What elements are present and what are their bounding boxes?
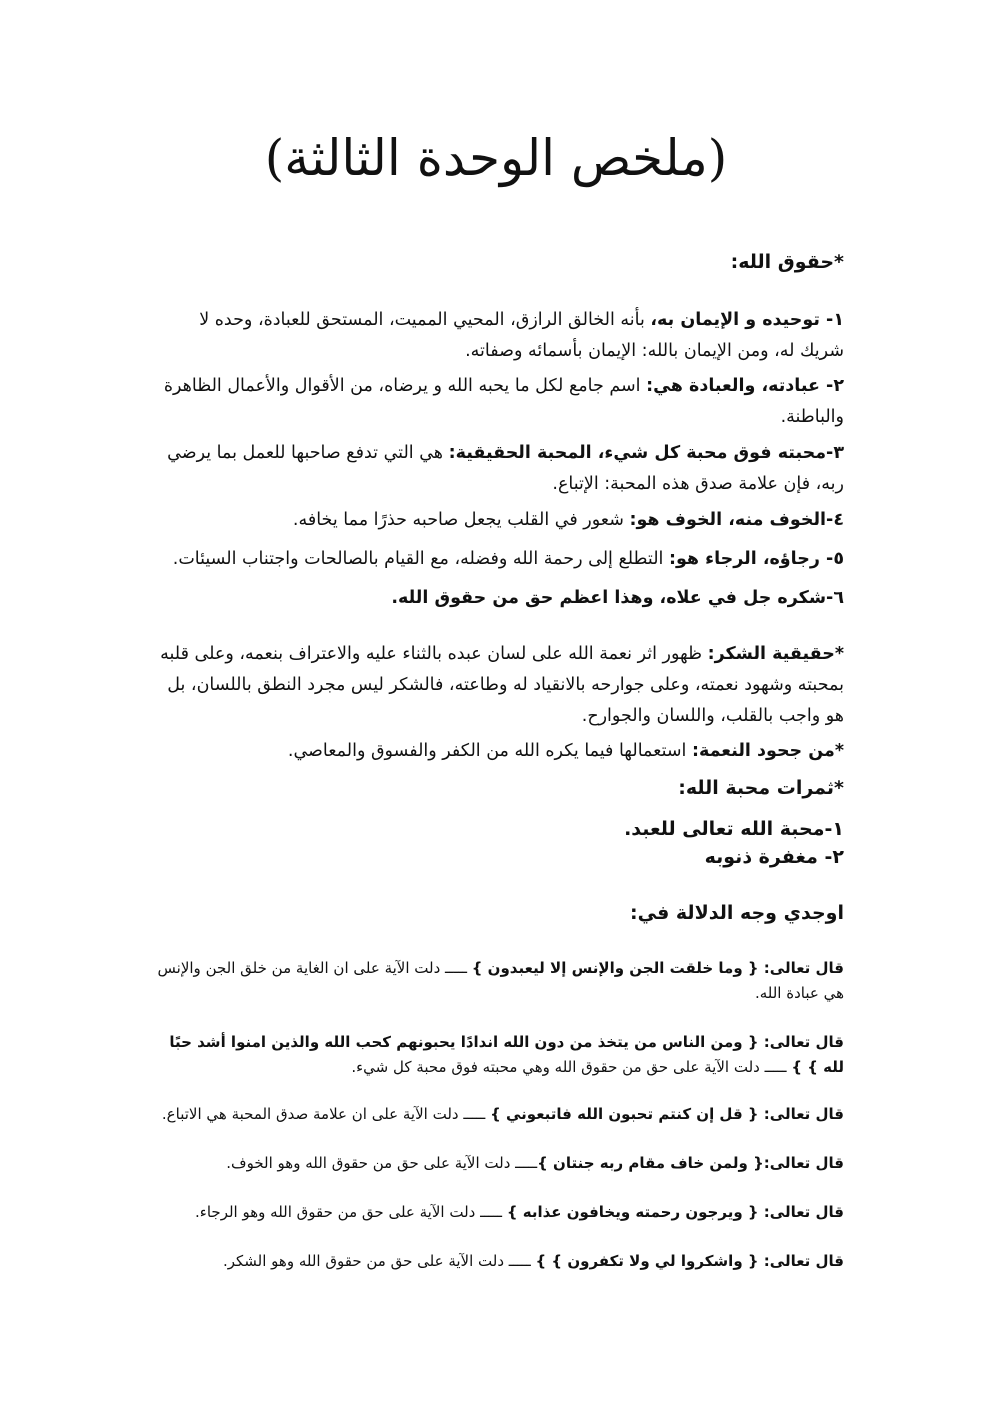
right-label: ٤-الخوف منه، الخوف هو: [629, 510, 844, 530]
right-item-4 [160, 505, 844, 536]
fruits-heading: *ثمرات محبة الله: [678, 777, 844, 799]
verse-text: قال تعالى:{ ولمن خاف مقام ربه جنتان } [537, 1154, 844, 1172]
right-item-5 [160, 544, 844, 575]
verse-text: قال تعالى: { ويرجون رحمته ويخافون عذابه } [506, 1203, 844, 1221]
verse-explanation: ـــــ دلت الآية على حق من حقوق الله وهي محبته فوق محبة كل شيء. [351, 1058, 792, 1076]
verse-item-3 [160, 1102, 844, 1127]
verse-item-1 [144, 956, 844, 1006]
right-text: التطلع إلى رحمة الله وفضله، مع القيام بالصالحات واجتناب السيئات. [172, 549, 669, 569]
right-text: شعور في القلب يجعل صاحبه حذرًا مما يخافه. [292, 510, 630, 530]
verse-text: قال تعالى: { وما خلقت الجن والإنس إلا ليعبدون } [471, 959, 844, 977]
gratitude-label: *حقيقية الشكر: [707, 644, 844, 664]
fruit-item-2: ٢- مغفرة ذنوبه [704, 846, 844, 868]
gratitude-definition [160, 639, 844, 732]
verse-explanation: ـــــ دلت الآية على حق من حقوق الله وهو الخوف. [226, 1154, 538, 1172]
right-text: اسم جامع لكل ما يحبه الله و يرضاه، من الأقوال والأعمال الظاهرة والباطنة. [163, 376, 844, 427]
right-text: بأنه الخالق الرازق، المحيي المميت، المستحق للعبادة، وحده لا شريك له، ومن الإيمان بالله: الإيمان بأسمائه وصفاته. [199, 310, 844, 361]
right-label: ١- توحيده و الإيمان به، [650, 310, 844, 330]
verse-item-2 [160, 1030, 844, 1080]
page-title: (ملخص الوحدة الثالثة) [264, 129, 728, 187]
denial-label: *من جحود النعمة: [691, 741, 844, 761]
verse-text: قال تعالى: { ومن الناس من يتخذ من دون الله اندادًا يحبونهم كحب الله والذين امنوا أشد حبًا لله } } [169, 1033, 844, 1076]
verse-text: قال تعالى: { واشكروا لي ولا تكفرون } } [535, 1252, 844, 1270]
verse-explanation: ـــــ دلت الآية على ان الغاية من خلق الجن والإنس هي عبادة الله. [157, 959, 844, 1002]
rights-heading: *حقوق الله: [730, 251, 844, 273]
verse-item-6 [160, 1249, 844, 1274]
denial-definition [160, 736, 844, 767]
right-item-6 [160, 583, 844, 614]
fruit-item-1: ١-محبة الله تعالى للعبد. [624, 818, 844, 840]
denial-text: استعمالها فيما يكره الله من الكفر والفسوق والمعاصي. [287, 741, 692, 761]
right-item-1 [160, 305, 844, 367]
right-text: هي التي تدفع صاحبها للعمل بما يرضي ربه، فإن علامة صدق هذه المحبة: الإتباع. [167, 443, 844, 494]
verse-item-4 [160, 1151, 844, 1176]
gratitude-text: ظهور اثر نعمة الله على لسان عبده بالثناء عليه والاعتراف بنعمه، وعلى قلبه بمحبته وشهود نعمته، وعلى جوارحه بالانقياد له وطاعته، فالشكر ليس مجرد النطق باللسان، بل هو واجب بالقلب، واللسان والجوارح. [160, 644, 844, 726]
verse-text: قال تعالى: { قل إن كنتم تحبون الله فاتبعوني } [490, 1105, 844, 1123]
right-item-2 [160, 371, 844, 433]
verse-explanation: ـــــ دلت الآية على حق من حقوق الله وهو الشكر. [222, 1252, 536, 1270]
right-label: ٣-محبته فوق محبة كل شيء، المحبة الحقيقية: [448, 443, 844, 463]
find-heading: اوجدي وجه الدلالة في: [630, 902, 844, 924]
verse-explanation: ـــــ دلت الآية على ان علامة صدق المحبة هي الاتباع. [161, 1105, 491, 1123]
verse-item-5 [160, 1200, 844, 1225]
right-label: ٢- عبادته، والعبادة هي: [646, 376, 844, 396]
verse-explanation: ـــــ دلت الآية على حق من حقوق الله وهو الرجاء. [195, 1203, 507, 1221]
right-label: ٦-شكره جل في علاه، وهذا اعظم حق من حقوق الله. [391, 588, 844, 608]
right-item-3 [160, 438, 844, 500]
right-label: ٥- رجاؤه، الرجاء هو: [668, 549, 844, 569]
